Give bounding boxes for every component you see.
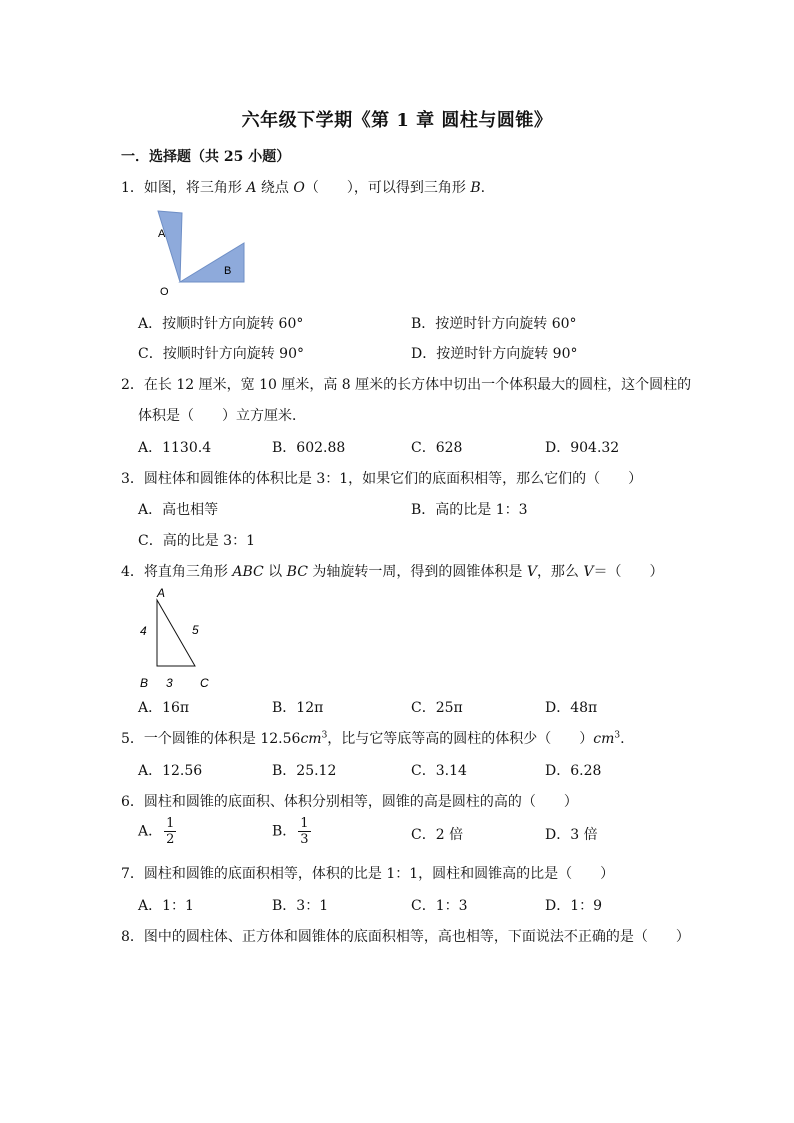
- rotation-figure: [150, 205, 260, 300]
- q5-unit-2: cm: [593, 731, 615, 747]
- q7-option-b[interactable]: B．3：1: [272, 898, 329, 914]
- q6-option-c[interactable]: C．2 倍: [411, 827, 464, 843]
- q4-option-a[interactable]: A．16π: [138, 700, 190, 716]
- fraction-numerator: 1: [166, 816, 175, 831]
- label-side-bc: 3: [166, 676, 173, 690]
- q5-exponent: 3: [321, 730, 328, 741]
- q4-text-d: ，那么: [536, 564, 584, 580]
- question-7-stem: 7．圆柱和圆锥的底面积相等，体积的比是 1：1，圆柱和圆锥高的比是（ ）: [121, 866, 615, 882]
- fraction-denominator: 3: [300, 832, 309, 847]
- q4-text-a: 4．将直角三角形: [121, 564, 233, 580]
- q4-option-c[interactable]: C．25π: [411, 700, 463, 716]
- q1-option-d[interactable]: D．按逆时针方向旋转 90°: [411, 346, 578, 362]
- q6-option-a-prefix: A．: [138, 823, 163, 840]
- q6-option-a[interactable]: [138, 816, 176, 847]
- q3-option-a[interactable]: A．高也相等: [138, 502, 219, 518]
- triangle-a: [158, 211, 182, 282]
- q4-text-b: 以: [263, 564, 287, 580]
- question-4-stem: [121, 561, 664, 581]
- q5-exponent-2: 3: [614, 730, 621, 741]
- label-vertex-b: B: [140, 676, 149, 690]
- question-6-stem: 6．圆柱和圆锥的底面积、体积分别相等，圆锥的高是圆柱的高的（ ）: [121, 794, 578, 810]
- q4-option-b[interactable]: B．12π: [272, 700, 324, 716]
- q6-option-b[interactable]: [272, 816, 311, 847]
- q1-text-a: 1．如图，将三角形: [121, 180, 247, 196]
- q7-option-a[interactable]: A．1：1: [138, 898, 194, 914]
- question-1-stem: [121, 177, 485, 197]
- label-side-ac: 5: [192, 623, 199, 637]
- q5-option-b[interactable]: B．25.12: [272, 763, 337, 779]
- q2-option-b[interactable]: B．602.88: [272, 440, 346, 456]
- q5-option-c[interactable]: C．3.14: [411, 763, 467, 779]
- fraction-denominator: 2: [166, 832, 175, 847]
- q7-option-d[interactable]: D．1：9: [545, 898, 603, 914]
- right-triangle-figure: [134, 584, 224, 694]
- q3-option-b[interactable]: B．高的比是 1：3: [411, 502, 528, 518]
- label-triangle-a: A: [158, 228, 166, 240]
- q2-option-d[interactable]: D．904.32: [545, 440, 620, 456]
- q1-option-b[interactable]: B．按逆时针方向旋转 60°: [411, 316, 577, 332]
- q6-option-b-fraction: [298, 816, 310, 847]
- q5-text-a: 5．一个圆锥的体积是 12.56: [121, 731, 301, 747]
- q1-var-a: A: [246, 180, 257, 196]
- fraction-numerator: 1: [300, 816, 309, 831]
- q4-var-abc: ABC: [232, 564, 264, 580]
- q5-option-a[interactable]: A．12.56: [138, 763, 203, 779]
- q6-option-a-fraction: [164, 816, 176, 847]
- q1-var-o: O: [293, 180, 305, 196]
- label-point-o: O: [160, 286, 169, 298]
- section-heading: 一．选择题（共 25 小题）: [121, 149, 291, 165]
- q6-option-d[interactable]: D．3 倍: [545, 827, 598, 843]
- label-vertex-c: C: [200, 676, 209, 690]
- triangle-b: [180, 243, 244, 282]
- question-3-stem: 3．圆柱体和圆锥体的体积比是 3：1，如果它们的底面积相等，那么它们的（ ）: [121, 471, 643, 487]
- q4-var-bc: BC: [286, 564, 308, 580]
- question-2-line-1: 2．在长 12 厘米，宽 10 厘米，高 8 厘米的长方体中切出一个体积最大的圆柱，这个圆柱的: [121, 377, 692, 393]
- page-title: 六年级下学期《第 1 章 圆柱与圆锥》: [241, 110, 553, 131]
- q1-text-d: .: [480, 180, 486, 196]
- label-side-ab: 4: [140, 624, 147, 638]
- q3-option-c[interactable]: C．高的比是 3：1: [138, 533, 255, 549]
- q5-option-d[interactable]: D．6.28: [545, 763, 602, 779]
- q4-text-e: ＝（ ）: [593, 564, 664, 580]
- q6-option-b-prefix: B．: [272, 823, 297, 840]
- q1-text-b: 绕点: [256, 180, 294, 196]
- question-2-line-2: 体积是（ ）立方厘米．: [138, 408, 306, 424]
- question-8-stem: 8．图中的圆柱体、正方体和圆锥体的底面积相等，高也相等，下面说法不正确的是（ ）: [121, 929, 690, 945]
- q1-option-a[interactable]: A．按顺时针方向旋转 60°: [138, 316, 304, 332]
- q1-option-c[interactable]: C．按顺时针方向旋转 90°: [138, 346, 304, 362]
- q4-option-d[interactable]: D．48π: [545, 700, 598, 716]
- q4-var-v: V: [526, 564, 537, 580]
- q4-var-v2: V: [583, 564, 594, 580]
- q7-option-c[interactable]: C．1：3: [411, 898, 468, 914]
- question-5-stem: [121, 728, 625, 748]
- q2-option-a[interactable]: A．1130.4: [138, 440, 212, 456]
- q4-text-c: 为轴旋转一周，得到的圆锥体积是: [307, 564, 527, 580]
- q1-var-b: B: [470, 180, 481, 196]
- label-triangle-b: B: [224, 265, 232, 277]
- label-vertex-a: A: [157, 586, 166, 600]
- q1-text-c: （ ），可以得到三角形: [304, 180, 471, 196]
- q5-text-c: .: [620, 731, 625, 747]
- triangle-abc: [157, 600, 195, 666]
- q5-text-b: ，比与它等底等高的圆柱的体积少（ ）: [327, 731, 594, 747]
- q5-unit: cm: [300, 731, 322, 747]
- q2-option-c[interactable]: C．628: [411, 440, 463, 456]
